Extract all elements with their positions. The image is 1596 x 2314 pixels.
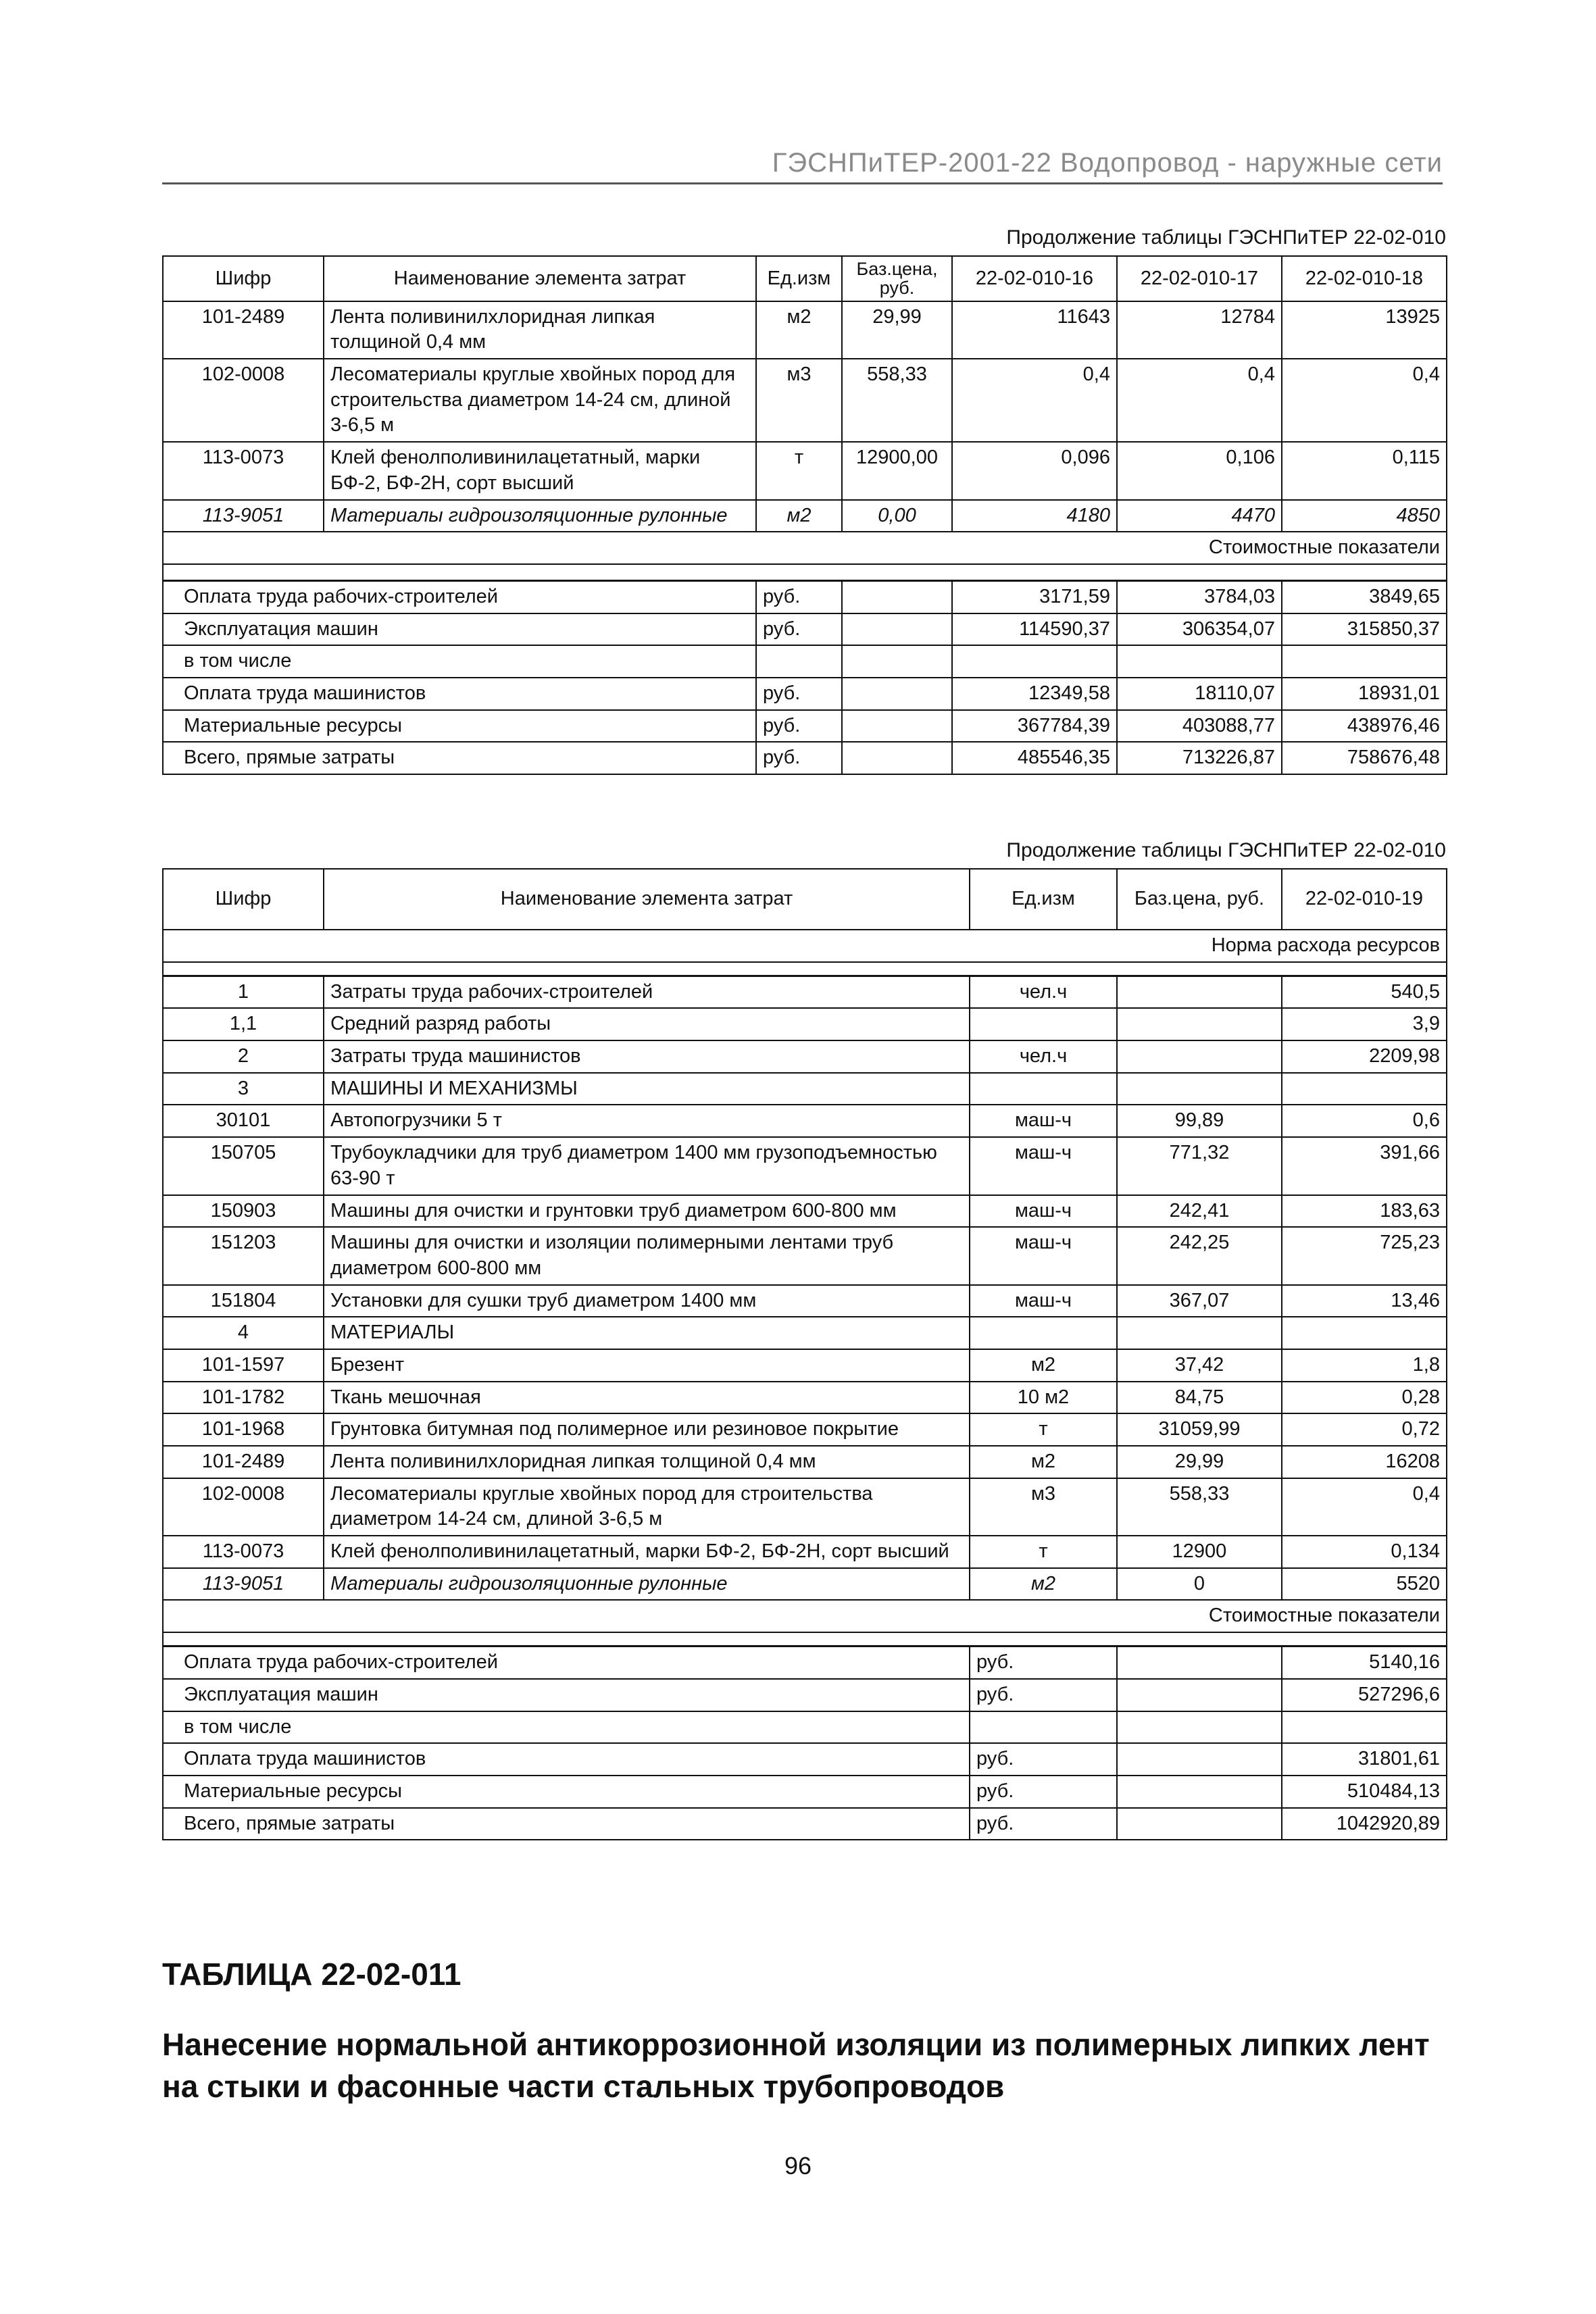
cell: руб. [756,710,842,743]
cell: Лесоматериалы круглые хвойных пород для строительства диаметром 14-24 см, длиной 3-6,5 м [324,1478,970,1536]
cell: 113-9051 [163,1568,324,1601]
cell: 11643 [952,301,1117,359]
cell: 151804 [163,1285,324,1317]
cell: 0,4 [1117,359,1282,442]
cell: т [970,1413,1117,1446]
t1-col-unit: Ед.изм [756,256,842,301]
cell: 0,6 [1282,1105,1447,1137]
cell: 31059,99 [1117,1413,1282,1446]
separator [163,1632,1447,1646]
cell: 18931,01 [1282,678,1447,710]
cell: м3 [756,359,842,442]
cell: 30101 [163,1105,324,1137]
cell: 403088,77 [1117,710,1282,743]
cell: руб. [756,613,842,646]
cell: Материальные ресурсы [163,1776,970,1808]
cell: 2209,98 [1282,1040,1447,1073]
table-row [163,1227,1447,1284]
cell: 101-1597 [163,1349,324,1382]
table2-caption: Продолжение таблицы ГЭСНПиТЕР 22-02-010 [1006,839,1446,861]
cell [1117,1646,1282,1679]
cell: 0,00 [842,500,952,532]
cell: 18110,07 [1117,678,1282,710]
cell: Лента поливинилхлоридная липкая толщиной 0,4 мм [324,301,756,359]
table-row [163,1413,1447,1446]
table-row [163,1478,1447,1536]
running-header [162,142,1443,184]
cell: 0,106 [1117,442,1282,499]
table-row [163,976,1447,1008]
t1-col-010-18: 22-02-010-18 [1282,256,1447,301]
cell [756,645,842,678]
cost-row [163,1679,1447,1711]
cell: 4850 [1282,500,1447,532]
cell: Всего, прямые затраты [163,1808,970,1840]
cell: 37,42 [1117,1349,1282,1382]
table-row [163,1285,1447,1317]
cell: МАШИНЫ И МЕХАНИЗМЫ [324,1073,970,1105]
cell: 12349,58 [952,678,1117,710]
cell [1117,1711,1282,1744]
cell: 12900,00 [842,442,952,499]
cell: руб. [970,1776,1117,1808]
table-row [163,1195,1447,1228]
cell: 29,99 [1117,1446,1282,1478]
cell: 183,63 [1282,1195,1447,1228]
t1-col-010-17: 22-02-010-17 [1117,256,1282,301]
cell: Клей фенолполивинилацетатный, марки БФ-2, БФ-2Н, сорт высший [324,442,756,499]
cell: 315850,37 [1282,613,1447,646]
cell: Грунтовка битумная под полимерное или резиновое покрытие [324,1413,970,1446]
table-row [163,359,1447,442]
separator-row [163,962,1447,976]
cell: 2 [163,1040,324,1073]
cell [1117,1073,1282,1105]
cell: 242,25 [1117,1227,1282,1284]
cell: Установки для сушки труб диаметром 1400 мм [324,1285,970,1317]
cell: в том числе [163,1711,970,1744]
cell: Оплата труда машинистов [163,1743,970,1776]
separator [163,962,1447,976]
cell: руб. [756,580,842,613]
cell: 510484,13 [1282,1776,1447,1808]
cell [1117,1040,1282,1073]
cell: 527296,6 [1282,1679,1447,1711]
norm-label-row [163,930,1447,962]
cell [1282,1711,1447,1744]
cell: 3784,03 [1117,580,1282,613]
cell: Оплата труда рабочих-строителей [163,580,756,613]
cell: Лесоматериалы круглые хвойных пород для строительства диаметром 14-24 см, длиной 3-6,5 м [324,359,756,442]
cell: 113-9051 [163,500,324,532]
cell: 0,115 [1282,442,1447,499]
cost-row [163,645,1447,678]
cell: 1 [163,976,324,1008]
cell: Эксплуатация машин [163,613,756,646]
cell [1117,1679,1282,1711]
cell: 102-0008 [163,1478,324,1536]
cell: маш-ч [970,1285,1117,1317]
table2-header-row [163,869,1447,930]
cell: 558,33 [1117,1478,1282,1536]
cell: 150705 [163,1137,324,1194]
table-row [163,1568,1447,1601]
cell: м2 [970,1568,1117,1601]
t1-col-name: Наименование элемента затрат [324,256,756,301]
t2-col-name: Наименование элемента затрат [324,869,970,930]
cost-row [163,742,1447,774]
cost-row [163,1646,1447,1679]
cell: 13,46 [1282,1285,1447,1317]
cell: 3849,65 [1282,580,1447,613]
table-row [163,1317,1447,1349]
cell [1117,1317,1282,1349]
cell [842,645,952,678]
cost-row [163,1808,1447,1840]
cell [1117,1743,1282,1776]
cell [842,678,952,710]
cell: 114590,37 [952,613,1117,646]
cell [1117,645,1282,678]
cell: руб. [970,1743,1117,1776]
t2-col-010-19: 22-02-010-19 [1282,869,1447,930]
t2-col-price: Баз.цена, руб. [1117,869,1282,930]
cell: маш-ч [970,1195,1117,1228]
cell: 12900 [1117,1536,1282,1568]
cost-row [163,1776,1447,1808]
cell: м2 [756,500,842,532]
cell: чел.ч [970,976,1117,1008]
cell: 1042920,89 [1282,1808,1447,1840]
cell: т [970,1536,1117,1568]
cell: маш-ч [970,1105,1117,1137]
cell: 558,33 [842,359,952,442]
cell: Клей фенолполивинилацетатный, марки БФ-2, БФ-2Н, сорт высший [324,1536,970,1568]
cell: 0,28 [1282,1382,1447,1414]
cell: маш-ч [970,1137,1117,1194]
cell: маш-ч [970,1227,1117,1284]
t2-norm-label: Норма расхода ресурсов [163,930,1447,962]
cell: 0,134 [1282,1536,1447,1568]
table-row [163,1382,1447,1414]
cell: Ткань мешочная [324,1382,970,1414]
cell: 485546,35 [952,742,1117,774]
cell: 725,23 [1282,1227,1447,1284]
t2-section-label: Стоимостные показатели [163,1600,1447,1632]
cost-row [163,678,1447,710]
cell: м2 [970,1349,1117,1382]
cell: 0,72 [1282,1413,1447,1446]
t1-section-label: Стоимостные показатели [163,532,1447,564]
separator-row [163,1632,1447,1646]
cell: 16208 [1282,1446,1447,1478]
cell: МАТЕРИАЛЫ [324,1317,970,1349]
table-row [163,1536,1447,1568]
separator [163,564,1447,581]
cell: 101-1968 [163,1413,324,1446]
cell [970,1711,1117,1744]
cell: 113-0073 [163,442,324,499]
cost-row [163,710,1447,743]
cell [1282,1317,1447,1349]
cell: 4180 [952,500,1117,532]
cell: 3171,59 [952,580,1117,613]
table-row [163,1040,1447,1073]
cell: 306354,07 [1117,613,1282,646]
cell: 3 [163,1073,324,1105]
cell: Затраты труда машинистов [324,1040,970,1073]
cell: Эксплуатация машин [163,1679,970,1711]
cell [970,1317,1117,1349]
cost-row [163,580,1447,613]
cell [842,710,952,743]
cell: 29,99 [842,301,952,359]
cell: Средний разряд работы [324,1008,970,1040]
cell: 84,75 [1117,1382,1282,1414]
cell: 0,4 [952,359,1117,442]
cell: 101-2489 [163,1446,324,1478]
cell: Оплата труда машинистов [163,678,756,710]
cell [1282,645,1447,678]
cell [842,580,952,613]
cell: 0,4 [1282,359,1447,442]
cell: м3 [970,1478,1117,1536]
cell: 150903 [163,1195,324,1228]
cell: чел.ч [970,1040,1117,1073]
running-header-text: ГЭСНПиТЕР-2001-22 Водопровод - наружные сети [772,148,1443,178]
cell: 367784,39 [952,710,1117,743]
t1-col-price: Баз.цена, руб. [842,256,952,301]
cell: 1,8 [1282,1349,1447,1382]
cell: 5140,16 [1282,1646,1447,1679]
table1-caption: Продолжение таблицы ГЭСНПиТЕР 22-02-010 [1006,226,1446,249]
cell [970,1008,1117,1040]
t2-col-code: Шифр [163,869,324,930]
table1 [162,255,1447,775]
cell: т [756,442,842,499]
cell: Машины для очистки и изоляции полимерными лентами труб диаметром 600-800 мм [324,1227,970,1284]
table-row [163,1073,1447,1105]
cell: 12784 [1117,301,1282,359]
cell: 4470 [1117,500,1282,532]
cell: 102-0008 [163,359,324,442]
cell [842,742,952,774]
cost-row [163,1711,1447,1744]
cell: 0,096 [952,442,1117,499]
cost-row [163,613,1447,646]
cell: 13925 [1282,301,1447,359]
cell: Всего, прямые затраты [163,742,756,774]
cell: 391,66 [1282,1137,1447,1194]
cell: Брезент [324,1349,970,1382]
cell: 713226,87 [1117,742,1282,774]
cell: 3,9 [1282,1008,1447,1040]
table-row [163,1008,1447,1040]
table-row [163,1446,1447,1478]
table-row [163,1105,1447,1137]
cell: руб. [970,1808,1117,1840]
cell: руб. [756,678,842,710]
cell: Трубоукладчики для труб диаметром 1400 мм грузоподъемностью 63-90 т [324,1137,970,1194]
cell: руб. [970,1679,1117,1711]
cell: в том числе [163,645,756,678]
cell: Оплата труда рабочих-строителей [163,1646,970,1679]
cell: Машины для очистки и грунтовки труб диаметром 600-800 мм [324,1195,970,1228]
cell: 758676,48 [1282,742,1447,774]
table-row [163,1349,1447,1382]
cell: 438976,46 [1282,710,1447,743]
separator-row [163,564,1447,581]
cell: м2 [756,301,842,359]
cell [1117,976,1282,1008]
table-row [163,1137,1447,1194]
cell: 4 [163,1317,324,1349]
cell: 540,5 [1282,976,1447,1008]
table1-header-row [163,256,1447,301]
cell: Затраты труда рабочих-строителей [324,976,970,1008]
cell: 99,89 [1117,1105,1282,1137]
cell: 242,41 [1117,1195,1282,1228]
cost-row [163,1743,1447,1776]
t1-col-010-16: 22-02-010-16 [952,256,1117,301]
cell: 1,1 [163,1008,324,1040]
t1-col-code: Шифр [163,256,324,301]
t2-col-unit: Ед.изм [970,869,1117,930]
cell: 101-2489 [163,301,324,359]
cell [1282,1073,1447,1105]
table-row [163,500,1447,532]
cell [1117,1808,1282,1840]
cell [842,613,952,646]
section-label-row [163,1600,1447,1632]
cell [1117,1008,1282,1040]
cell: 0 [1117,1568,1282,1601]
cell: Автопогрузчики 5 т [324,1105,970,1137]
cell: 101-1782 [163,1382,324,1414]
cell: руб. [756,742,842,774]
cell: 151203 [163,1227,324,1284]
cell: 0,4 [1282,1478,1447,1536]
cell [970,1073,1117,1105]
section-label-row [163,532,1447,564]
cell [952,645,1117,678]
cell: 31801,61 [1282,1743,1447,1776]
table-row [163,301,1447,359]
cell: Лента поливинилхлоридная липкая толщиной 0,4 мм [324,1446,970,1478]
cell: руб. [970,1646,1117,1679]
page-number: 96 [784,2152,812,2180]
table-row [163,442,1447,499]
cell: 113-0073 [163,1536,324,1568]
section-subtitle: Нанесение нормальной антикоррозионной изоляции из полимерных липких лент на стыки и фасонные части стальных трубопроводов [162,2027,1430,2105]
cell: 771,32 [1117,1137,1282,1194]
cell: 5520 [1282,1568,1447,1601]
cell [1117,1776,1282,1808]
cell: Материалы гидроизоляционные рулонные [324,1568,970,1601]
cell: Материалы гидроизоляционные рулонные [324,500,756,532]
table2 [162,868,1447,1840]
section-title: ТАБЛИЦА 22-02-011 [162,1957,462,1992]
cell: 367,07 [1117,1285,1282,1317]
cell: 10 м2 [970,1382,1117,1414]
cell: м2 [970,1446,1117,1478]
cell: Материальные ресурсы [163,710,756,743]
